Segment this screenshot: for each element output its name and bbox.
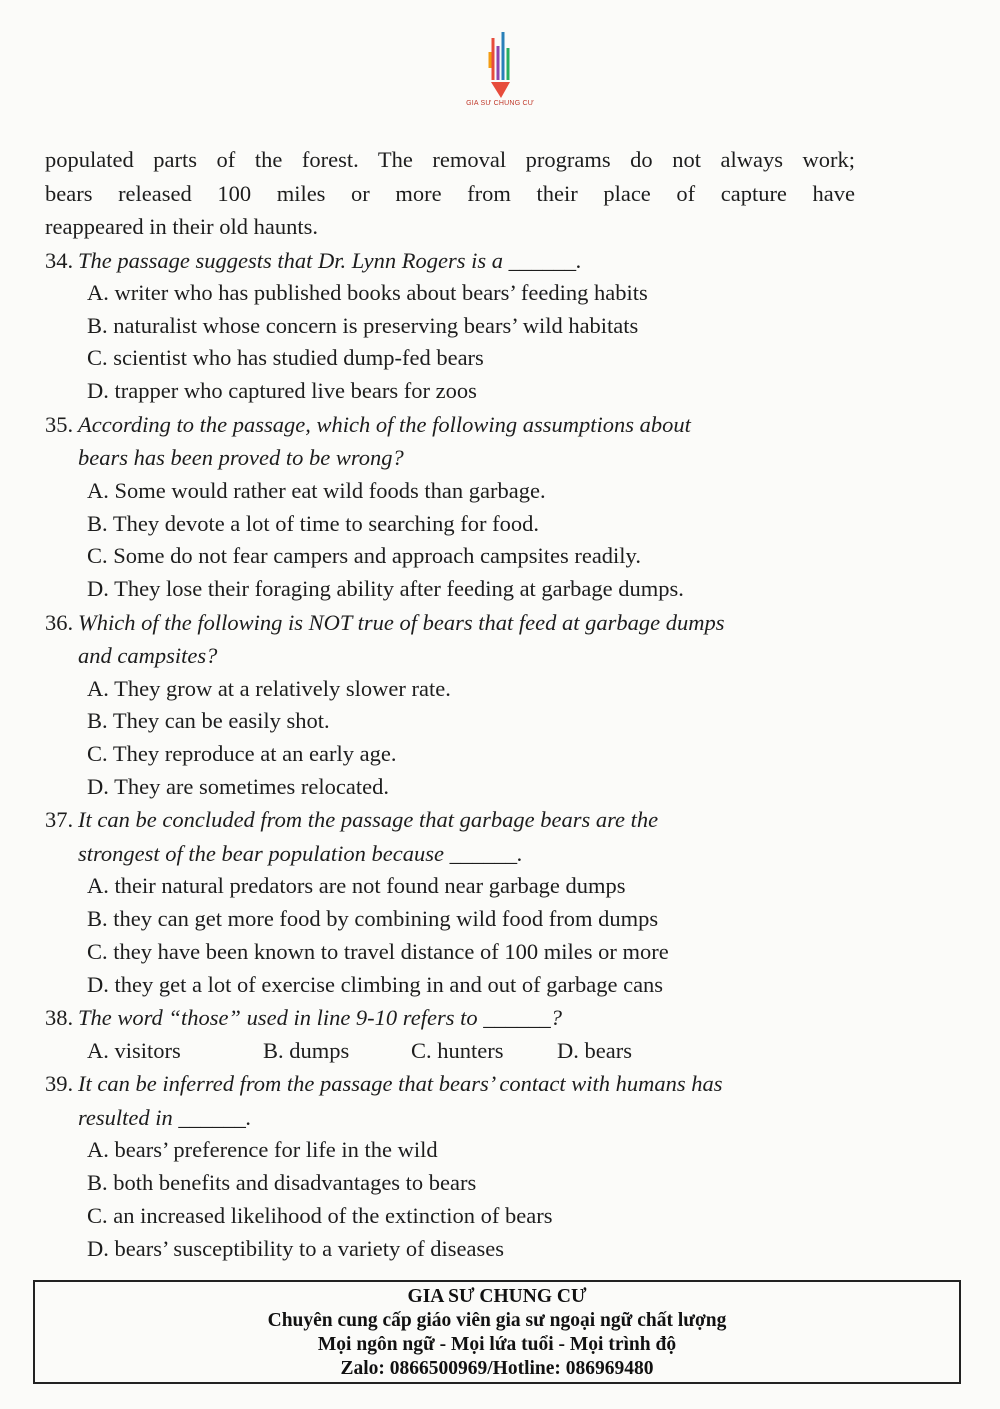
option-a: A. bears’ preference for life in the wild [87,1137,438,1163]
option-b: B. naturalist whose concern is preserving bears’ wild habitats [87,312,639,338]
question-number: 35. [45,411,74,437]
logo-pencil-tip [491,82,510,98]
option-d: D. bears [557,1037,632,1063]
options-inline [45,1035,855,1068]
option-a: A. They grow at a relatively slower rate. [87,675,451,701]
option-c: C. They reproduce at an early age. [87,741,397,767]
passage-line: populated parts of the forest. The removal programs do not always work; [45,147,855,172]
question-number: 34. [45,247,74,273]
question-34 [45,244,855,408]
option-d: D. They lose their foraging ability after feeding at garbage dumps. [87,575,684,601]
option-d: D. bears’ susceptibility to a variety of diseases [87,1235,504,1261]
question-stem-cont: bears has been proved to be wrong? [78,445,404,471]
option-a: A. Some would rather eat wild foods than garbage. [87,477,546,503]
logo-text: GIA SƯ CHUNG CƯ [466,100,534,107]
question-number: 38. [45,1005,74,1031]
footer-contact: Zalo: 0866500969/Hotline: 086969480 [340,1358,654,1379]
footer-banner [33,1280,961,1384]
option-d: D. trapper who captured live bears for zoos [87,378,477,404]
passage-line: reappeared in their old haunts. [45,214,319,239]
logo-icon [460,18,540,113]
option-c: C. an increased likelihood of the extinction of bears [87,1202,553,1228]
question-number: 36. [45,609,74,635]
option-c: C. they have been known to travel distance of 100 miles or more [87,938,669,964]
option-d: D. they get a lot of exercise climbing in and out of garbage cans [87,971,664,997]
question-number: 39. [45,1071,74,1097]
option-b: B. dumps [263,1037,350,1063]
question-37 [45,803,855,1001]
document-body [45,143,855,1265]
option-a: A. visitors [87,1037,181,1063]
question-35 [45,408,855,606]
question-stem-cont: strongest of the bear population because ______. [78,840,523,866]
passage-excerpt [45,143,855,244]
question-39 [45,1067,855,1265]
question-stem: According to the passage, which of the following assumptions about [78,411,691,437]
footer-title: GIA SƯ CHUNG CƯ [407,1286,587,1307]
footer-subtitle: Mọi ngôn ngữ - Mọi lứa tuổi - Mọi trình độ [317,1334,677,1355]
question-number: 37. [45,807,74,833]
question-stem-cont: and campsites? [78,643,218,669]
question-stem: The word “those” used in line 9-10 refers to ______? [78,1005,562,1031]
question-stem: The passage suggests that Dr. Lynn Rogers is a ______. [78,247,582,273]
question-stem: It can be concluded from the passage that garbage bears are the [78,807,659,833]
question-stem-cont: resulted in ______. [78,1104,252,1130]
question-36 [45,606,855,804]
option-b: B. They can be easily shot. [87,708,330,734]
option-c: C. Some do not fear campers and approach campsites readily. [87,543,641,569]
question-stem: It can be inferred from the passage that bears’ contact with humans has [78,1071,723,1097]
option-c: C. hunters [411,1037,504,1063]
option-a: A. their natural predators are not found near garbage dumps [87,873,626,899]
passage-line: bears released 100 miles or more from their place of capture have [45,180,855,206]
option-b: B. they can get more food by combining wild food from dumps [87,906,659,932]
option-d: D. They are sometimes relocated. [87,773,389,799]
question-38 [45,1001,855,1067]
question-stem: Which of the following is NOT true of bears that feed at garbage dumps [78,609,725,635]
option-c: C. scientist who has studied dump-fed bears [87,345,484,371]
option-a: A. writer who has published books about bears’ feeding habits [87,280,648,305]
option-b: B. They devote a lot of time to searching for food. [87,510,539,536]
footer-tagline: Chuyên cung cấp giáo viên gia sư ngoại ngữ chất lượng [267,1310,727,1331]
option-b: B. both benefits and disadvantages to bears [87,1170,477,1196]
